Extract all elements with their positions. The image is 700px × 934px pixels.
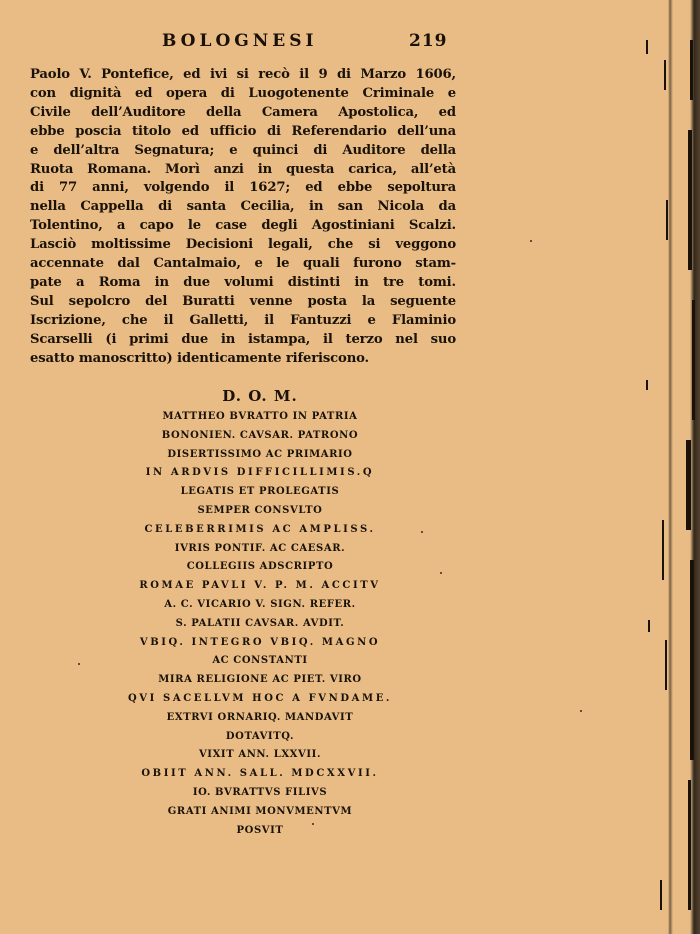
inscription-line: POSVIT bbox=[236, 824, 284, 836]
inscription bbox=[60, 386, 460, 840]
inscription-line: QVI SACELLVM HOC A FVNDAME. bbox=[127, 692, 393, 704]
body-line: Paolo V. Pontefice, ed ivi si recò il 9 di Marzo 1606, bbox=[30, 67, 456, 82]
edge-mark bbox=[660, 880, 662, 910]
body-line: esatto manoscritto) identicamente riferiscono. bbox=[30, 350, 369, 366]
inscription-line: GRATI ANIMI MONVMENTVM bbox=[167, 805, 353, 817]
paper-speck bbox=[530, 240, 532, 242]
paper-speck bbox=[440, 572, 442, 574]
edge-mark bbox=[692, 300, 695, 420]
body-line: ebbe poscia titolo ed ufficio di Referendario dell’una bbox=[30, 123, 456, 139]
edge-mark bbox=[665, 640, 667, 690]
inscription-line: SEMPER CONSVLTO bbox=[197, 504, 323, 516]
edge-mark bbox=[646, 40, 648, 54]
edge-mark bbox=[688, 780, 691, 910]
inscription-line: DOTAVITQ. bbox=[225, 730, 295, 742]
body-line: Tolentino, a capo le case degli Agostiniani Scalzi. bbox=[30, 218, 456, 234]
inscription-line: S. PALATII CAVSAR. AVDIT. bbox=[175, 617, 345, 629]
edge-mark bbox=[646, 380, 648, 390]
inscription-line: DISERTISSIMO AC PRIMARIO bbox=[167, 448, 353, 460]
paper-speck bbox=[580, 710, 582, 712]
edge-mark bbox=[688, 130, 692, 270]
body-line: pate a Roma in due volumi distinti in tre tomi. bbox=[30, 274, 456, 290]
inscription-line: MATTHEO BVRATTO IN PATRIA bbox=[162, 411, 358, 422]
inscription-line: OBIIT ANN. SALL. MDCXXVII. bbox=[141, 768, 379, 780]
inscription-heading: D. O. M. bbox=[222, 387, 298, 405]
edge-mark bbox=[664, 60, 666, 90]
body-line: Sul sepolcro del Buratti venne posta la seguente bbox=[30, 293, 456, 309]
inscription-line: IO. BVRATTVS FILIVS bbox=[192, 786, 328, 798]
body-line: accennate dal Cantalmaio, e le quali furono stam- bbox=[30, 256, 456, 272]
body-line: Scarselli (i primi due in istampa, il terzo nel suo bbox=[30, 331, 456, 347]
inscription-line: BONONIEN. CAVSAR. PATRONO bbox=[161, 429, 359, 441]
page-header bbox=[0, 31, 640, 55]
edge-mark bbox=[662, 520, 664, 580]
inscription-line: AC CONSTANTI bbox=[212, 655, 308, 667]
inscription-line: IN ARDVIS DIFFICILLIMIS.Q bbox=[145, 467, 375, 479]
inscription-line: A. C. VICARIO V. SIGN. REFER. bbox=[164, 598, 356, 610]
scan-edge-shadow bbox=[654, 0, 700, 934]
edge-mark bbox=[686, 440, 691, 530]
paper-speck bbox=[312, 823, 314, 825]
edge-mark bbox=[666, 200, 668, 240]
inscription-line: VIXIT ANN. LXXVII. bbox=[198, 749, 322, 761]
body-line: Civile dell’Auditore della Camera Apostolica, ed bbox=[30, 104, 456, 120]
inscription-line: LEGATIS ET PROLEGATIS bbox=[180, 486, 340, 498]
inscription-line: VBIQ. INTEGRO VBIQ. MAGNO bbox=[139, 636, 381, 648]
inscription-line: COLLEGIIS ADSCRIPTO bbox=[186, 561, 334, 573]
edge-mark bbox=[648, 620, 650, 632]
edge-mark bbox=[690, 40, 693, 100]
body-text bbox=[30, 66, 460, 369]
body-line: nella Cappella di santa Cecilia, in san Nicola da bbox=[30, 199, 456, 215]
inscription-line: CELEBERRIMIS AC AMPLISS. bbox=[144, 523, 376, 535]
page-number: 219 bbox=[409, 31, 448, 51]
inscription-line: ROMAE PAVLI V. P. M. ACCITV bbox=[139, 580, 381, 592]
body-line: e dell’altra Segnatura; e quinci di Auditore della bbox=[30, 142, 456, 158]
body-line: Lasciò moltissime Decisioni legali, che si veggono bbox=[30, 237, 456, 253]
body-line: Ruota Romana. Morì anzi in questa carica, all’età bbox=[30, 161, 456, 177]
body-line: Iscrizione, che il Galletti, il Fantuzzi e Flaminio bbox=[30, 312, 456, 328]
inscription-line: MIRA RELIGIONE AC PIET. VIRO bbox=[158, 674, 362, 686]
edge-mark bbox=[690, 560, 694, 760]
running-head: BOLOGNESI bbox=[162, 31, 318, 51]
paper-speck bbox=[78, 663, 80, 665]
body-line: con dignità ed opera di Luogotenente Criminale e bbox=[30, 85, 456, 101]
body-line: di 77 anni, volgendo il 1627; ed ebbe sepoltura bbox=[30, 180, 456, 196]
paper-speck bbox=[421, 531, 423, 533]
inscription-line: EXTRVI ORNARIQ. MANDAVIT bbox=[166, 711, 354, 723]
inscription-line: IVRIS PONTIF. AC CAESAR. bbox=[174, 542, 346, 554]
